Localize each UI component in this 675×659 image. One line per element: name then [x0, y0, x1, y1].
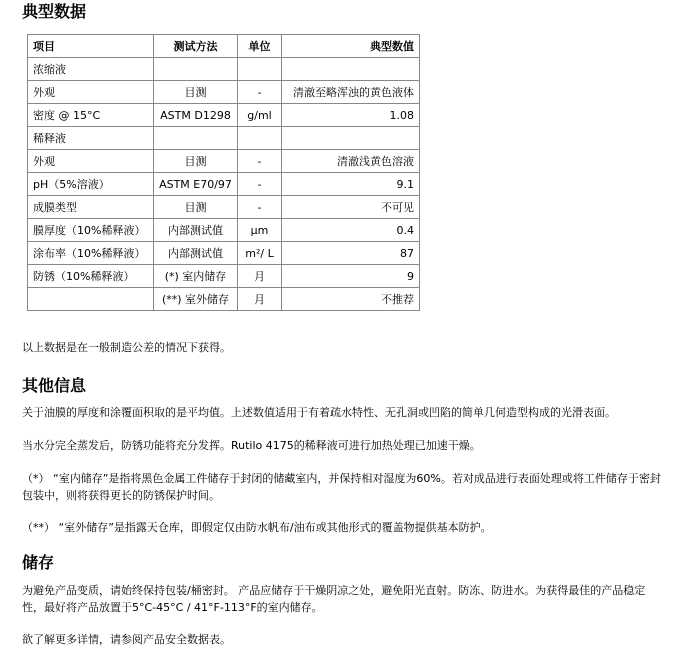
table-cell: 外观	[28, 150, 154, 173]
table-cell: 清澈至略浑浊的黄色液体	[282, 81, 420, 104]
header-test-method: 测试方法	[154, 35, 238, 58]
table-row	[28, 58, 420, 81]
table-cell: 稀释液	[28, 127, 154, 150]
table-cell: 密度 @ 15°C	[28, 104, 154, 127]
table-header-row	[28, 35, 420, 58]
table-cell	[282, 127, 420, 150]
table-cell	[238, 127, 282, 150]
table-cell: -	[238, 150, 282, 173]
table-cell	[238, 58, 282, 81]
table-row	[28, 104, 420, 127]
table-footnote: 以上数据是在一般制造公差的情况下获得。	[22, 341, 231, 354]
table-cell	[154, 127, 238, 150]
header-typical-value: 典型数值	[282, 35, 420, 58]
table-cell: (*) 室内储存	[154, 265, 238, 288]
table-cell: 清澈浅黄色溶液	[282, 150, 420, 173]
table-cell: 9.1	[282, 173, 420, 196]
table-cell: m²/ L	[238, 242, 282, 265]
table-cell: 月	[238, 265, 282, 288]
header-item: 项目	[28, 35, 154, 58]
table-cell: ASTM D1298	[154, 104, 238, 127]
table-cell: 不推荐	[282, 288, 420, 311]
table-cell: 9	[282, 265, 420, 288]
table-row	[28, 196, 420, 219]
table-cell: g/ml	[238, 104, 282, 127]
table-cell: -	[238, 81, 282, 104]
table-row	[28, 288, 420, 311]
typical-data-heading: 典型数据	[22, 2, 87, 21]
table-cell: (**) 室外储存	[154, 288, 238, 311]
table-cell: 膜厚度（10%稀释液）	[28, 219, 154, 242]
table-cell: 0.4	[282, 219, 420, 242]
table-row	[28, 265, 420, 288]
table-cell: 内部测试值	[154, 219, 238, 242]
indoor-storage-note: （*） “室内储存”是指将黑色金属工件储存于封闭的储藏室内，并保持相对湿度为60%。若对成品进行表面处理或将工件储存于密封包装中，则将获得更长的防锈保护时间。	[22, 472, 661, 502]
table-cell: 成膜类型	[28, 196, 154, 219]
other-info-paragraph: 当水分完全蒸发后，防锈功能将充分发挥。Rutilo 4175的稀释液可进行加热处理已加速干燥。	[22, 439, 481, 452]
table-row	[28, 173, 420, 196]
other-info-paragraph: 关于油膜的厚度和涂覆面积取的是平均值。上述数值适用于有着疏水特性、无孔洞或凹陷的简单几何造型构成的光滑表面。	[22, 406, 616, 419]
table-cell: 浓缩液	[28, 58, 154, 81]
table-cell: pH（5%溶液）	[28, 173, 154, 196]
table-cell	[28, 288, 154, 311]
table-cell: 87	[282, 242, 420, 265]
header-unit: 单位	[238, 35, 282, 58]
table-row	[28, 127, 420, 150]
table-cell: 目测	[154, 196, 238, 219]
storage-sds-reference: 欲了解更多详情，请参阅产品安全数据表。	[22, 633, 231, 646]
table-cell	[282, 58, 420, 81]
outdoor-storage-note: （**） “室外储存”是指露天仓库，即假定仅由防水帆布/油布或其他形式的覆盖物提供基本防护。	[22, 521, 492, 534]
table-cell: -	[238, 196, 282, 219]
table-row	[28, 242, 420, 265]
table-cell: 内部测试值	[154, 242, 238, 265]
storage-paragraph: 为避免产品变质，请始终保持包装/桶密封。 产品应储存于干燥阴凉之处，避免阳光直射。防冻、防进水。为获得最佳的产品稳定性，最好将产品放置于5°C-45°C / 41°F-113°F的室内储存。	[22, 584, 646, 614]
table-cell: 目测	[154, 81, 238, 104]
table-cell: µm	[238, 219, 282, 242]
table-row	[28, 150, 420, 173]
typical-data-table	[27, 34, 420, 311]
other-info-heading: 其他信息	[22, 376, 87, 395]
table-cell: 月	[238, 288, 282, 311]
table-row	[28, 81, 420, 104]
table-cell: 目测	[154, 150, 238, 173]
table-cell: 涂布率（10%稀释液）	[28, 242, 154, 265]
table-cell	[154, 58, 238, 81]
table-cell: 1.08	[282, 104, 420, 127]
table-cell: -	[238, 173, 282, 196]
table-cell: 防锈（10%稀释液）	[28, 265, 154, 288]
table-row	[28, 219, 420, 242]
table-cell: ASTM E70/97	[154, 173, 238, 196]
table-cell: 不可见	[282, 196, 420, 219]
table-cell: 外观	[28, 81, 154, 104]
storage-heading: 储存	[22, 553, 55, 572]
